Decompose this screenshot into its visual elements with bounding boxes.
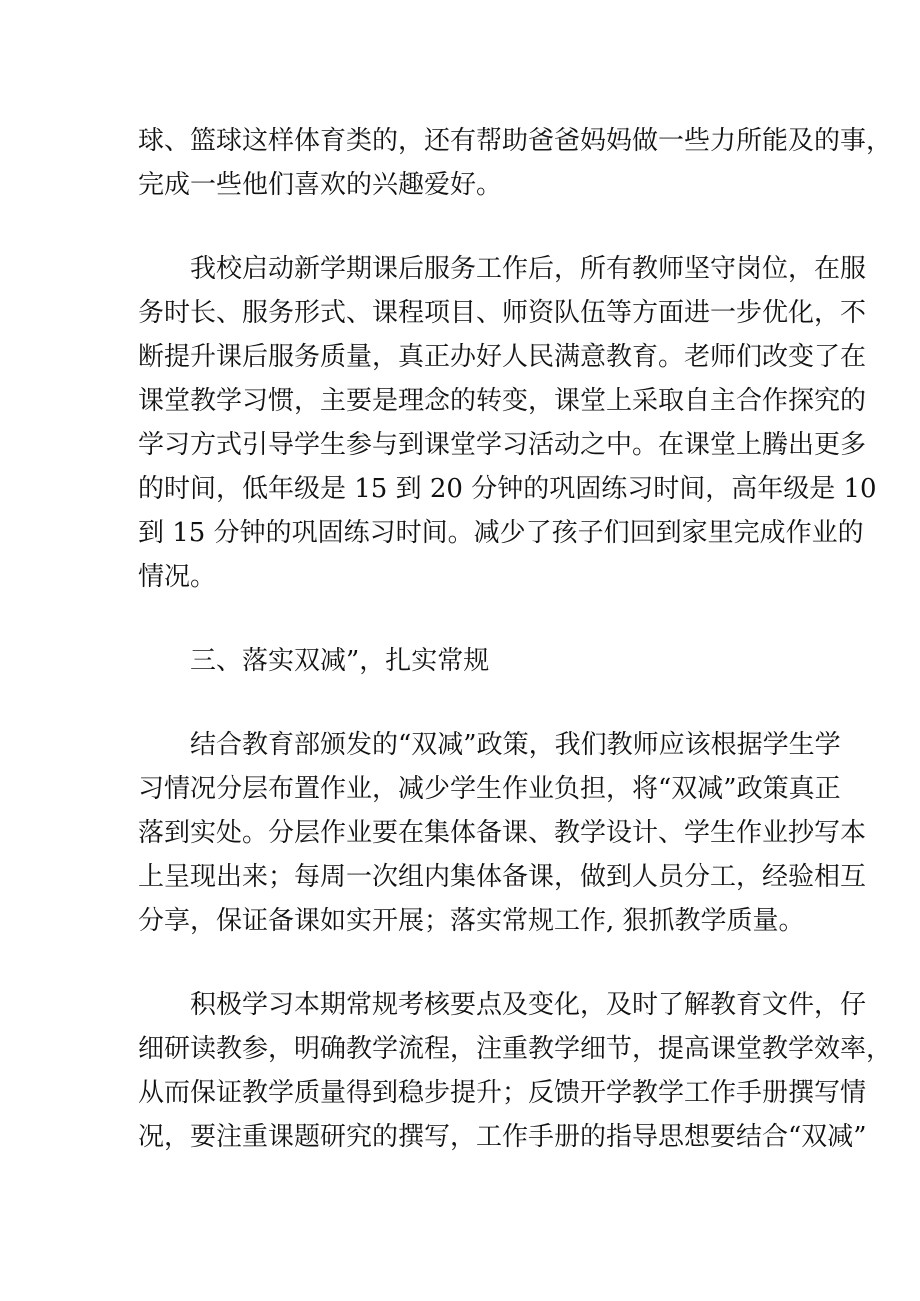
paragraph-4-line-3: 从而保证教学质量得到稳步提升；反馈开学教学工作手册撰写情	[138, 1078, 867, 1108]
paragraph-1-line-1: 球、篮球这样体育类的，还有帮助爸爸妈妈做一些力所能及的事，	[138, 126, 893, 156]
paragraph-2-line-7: 到 15 分钟的巩固练习时间。减少了孩子们回到家里完成作业的	[138, 518, 864, 548]
paragraph-2-line-3: 断提升课后服务质量，真正办好人民满意教育。老师们改变了在	[138, 342, 867, 372]
paragraph-2-line-4: 课堂教学习惯，主要是理念的转变，课堂上采取自主合作探究的	[138, 386, 867, 416]
paragraph-4-line-1: 积极学习本期常规考核要点及变化，及时了解教育文件，仔	[190, 990, 867, 1020]
paragraph-3-line-1: 结合教育部颁发的“双减”政策，我们教师应该根据学生学	[190, 730, 841, 760]
paragraph-4-line-4: 况，要注重课题研究的撰写，工作手册的指导思想要结合“双减”	[138, 1122, 867, 1152]
paragraph-2-line-1: 我校启动新学期课后服务工作后，所有教师坚守岗位，在服	[190, 254, 867, 284]
paragraph-2-line-2: 务时长、服务形式、课程项目、师资队伍等方面进一步优化，不	[138, 298, 867, 328]
paragraph-2-line-5: 学习方式引导学生参与到课堂学习活动之中。在课堂上腾出更多	[138, 430, 867, 460]
paragraph-3-line-3: 落到实处。分层作业要在集体备课、教学设计、学生作业抄写本	[138, 818, 867, 848]
paragraph-3-line-5: 分享，保证备课如实开展；落实常规工作, 狠抓教学质量。	[138, 906, 805, 936]
paragraph-2-line-6: 的时间，低年级是 15 到 20 分钟的巩固练习时间，高年级是 10	[138, 474, 877, 504]
paragraph-4-line-2: 细研读教参，明确教学流程，注重教学细节，提高课堂教学效率，	[138, 1034, 893, 1064]
paragraph-3-line-4: 上呈现出来；每周一次组内集体备课，做到人员分工，经验相互	[138, 862, 867, 892]
paragraph-2-line-8: 情况。	[138, 562, 217, 592]
paragraph-1-line-2: 完成一些他们喜欢的兴趣爱好。	[138, 170, 503, 200]
paragraph-3-line-2: 习情况分层布置作业，减少学生作业负担，将“双减”政策真正	[138, 774, 841, 804]
section-heading: 三、落实双减”，扎实常规	[190, 646, 490, 676]
